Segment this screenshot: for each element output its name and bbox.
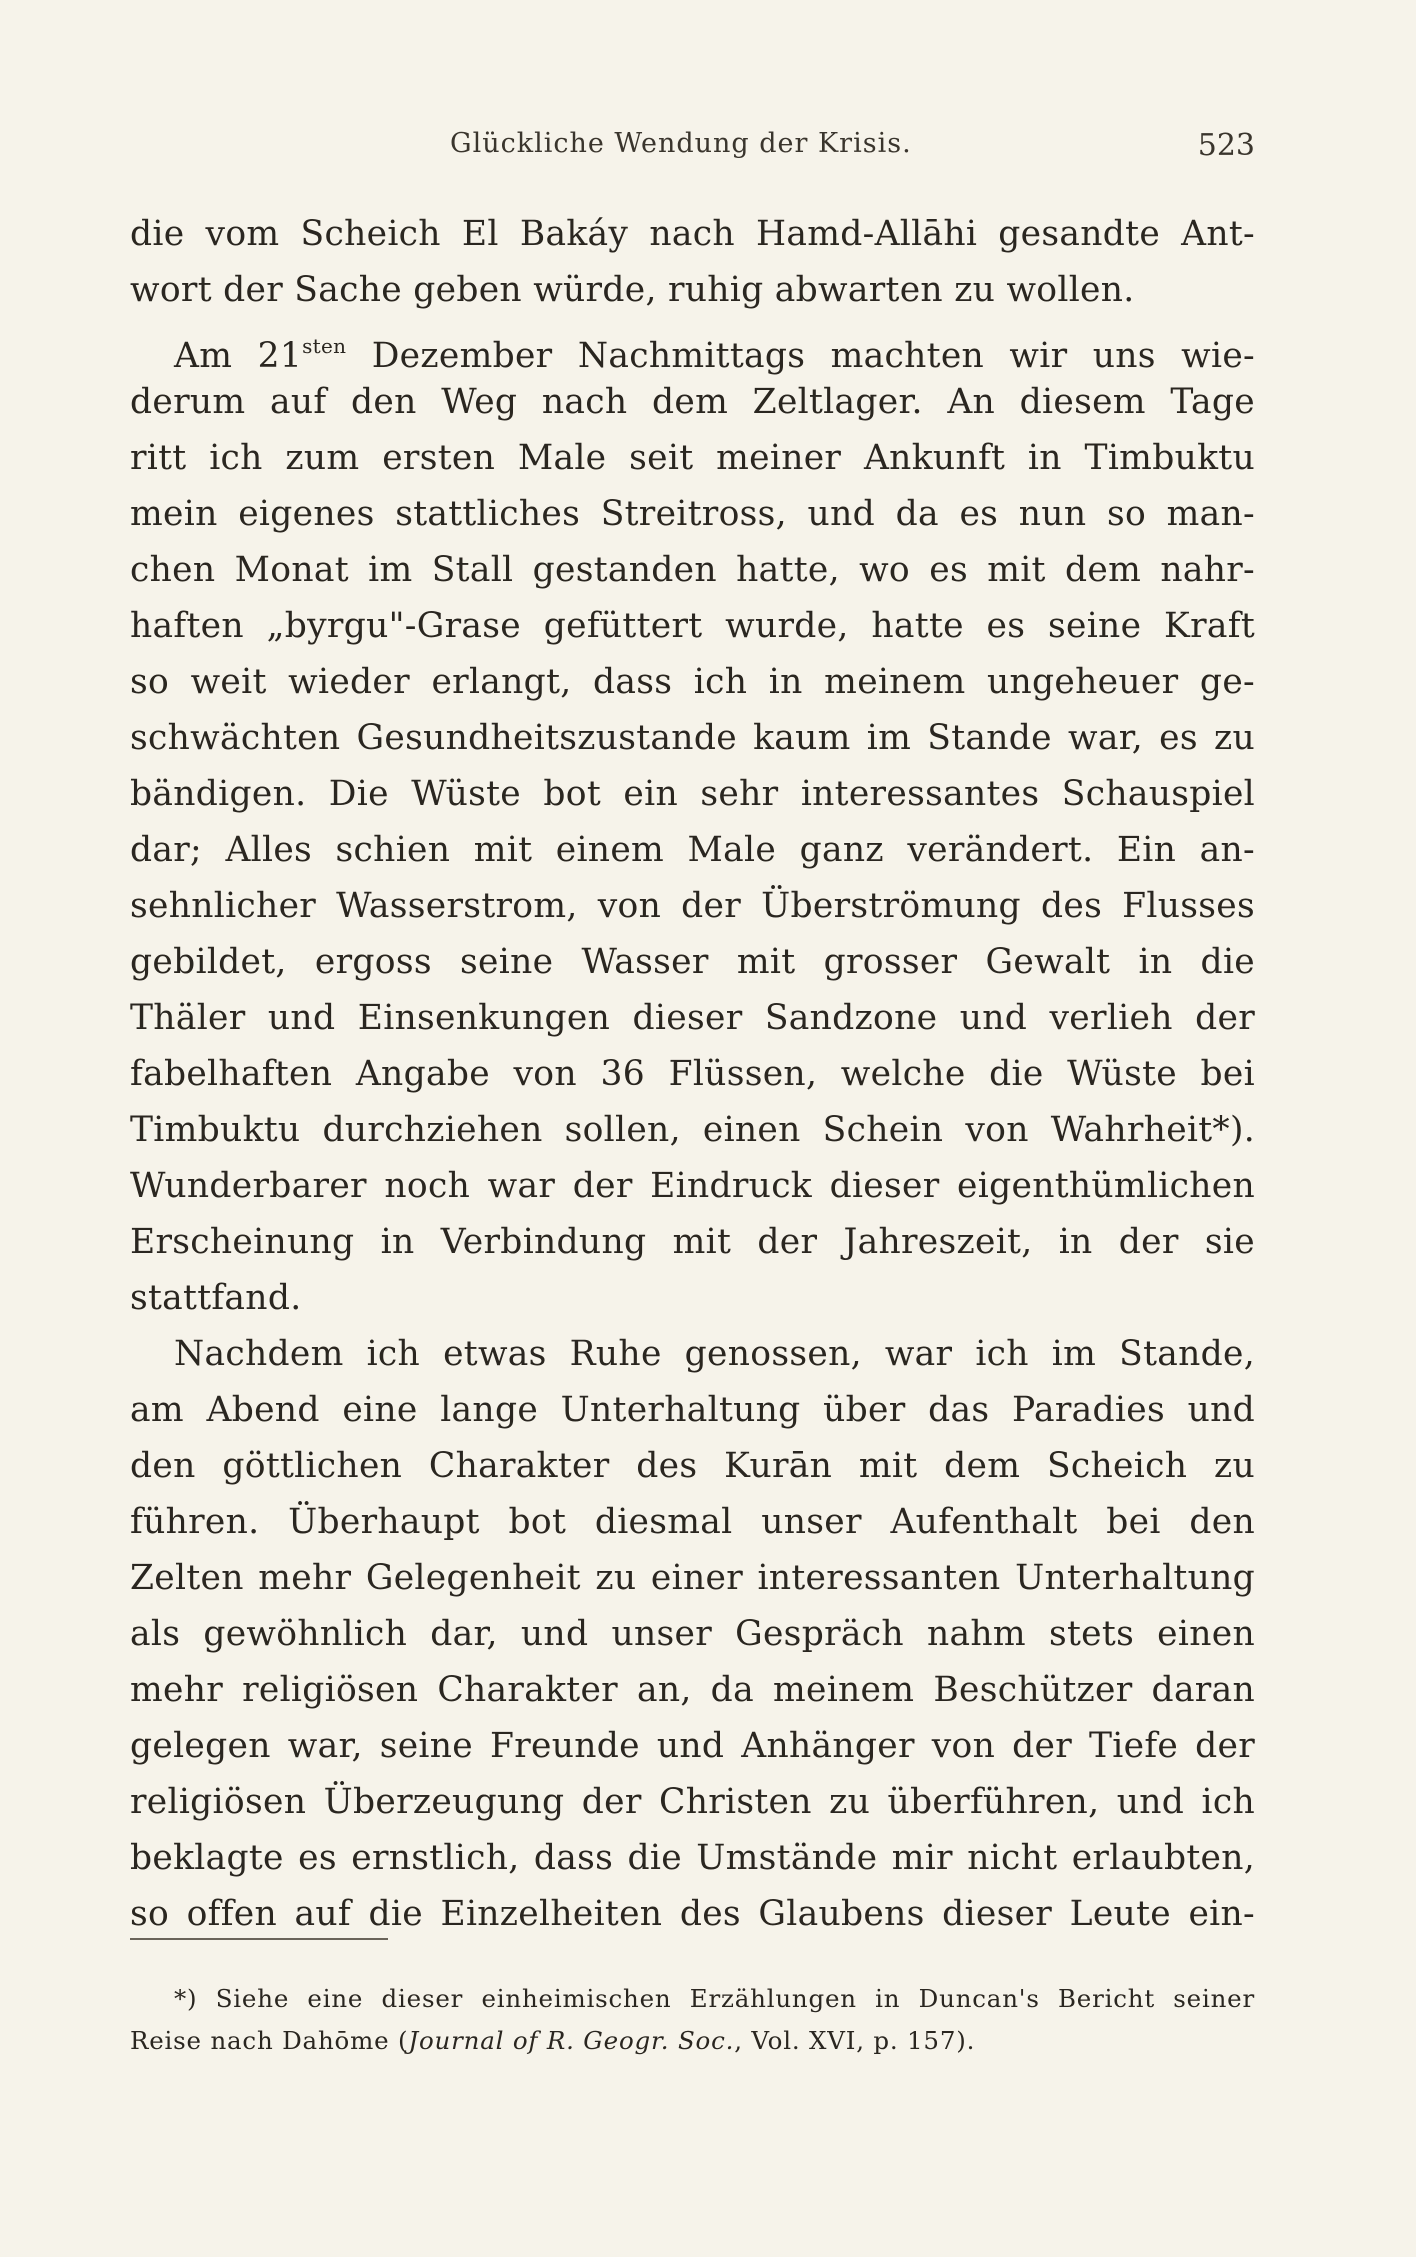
text-line: am Abend eine lange Unterhaltung über das Paradies und bbox=[130, 1390, 1255, 1430]
text-line: wort der Sache geben würde, ruhig abwarten zu wollen. bbox=[130, 270, 1135, 310]
running-head: Glückliche Wendung der Krisis. bbox=[450, 128, 912, 159]
text-line: mehr religiösen Charakter an, da meinem Beschützer daran bbox=[130, 1670, 1255, 1710]
text-line: als gewöhnlich dar, und unser Gespräch nahm stets einen bbox=[130, 1614, 1255, 1654]
text-line: Erscheinung in Verbindung mit der Jahreszeit, in der sie bbox=[130, 1222, 1255, 1262]
footnote bbox=[130, 1978, 1255, 2062]
text-line: haften „byrgu"-Grase gefüttert wurde, hatte es seine Kraft bbox=[130, 606, 1255, 646]
page-number: 523 bbox=[1197, 128, 1255, 163]
text-line: Nachdem ich etwas Ruhe genossen, war ich im Stande, bbox=[174, 1334, 1255, 1374]
footnote-line bbox=[130, 2020, 1255, 2062]
text-line: so offen auf die Einzelheiten des Glaubens dieser Leute ein- bbox=[130, 1894, 1255, 1934]
text-line: fabelhaften Angabe von 36 Flüssen, welche die Wüste bei bbox=[130, 1054, 1255, 1094]
text-line: religiösen Überzeugung der Christen zu überführen, und ich bbox=[130, 1782, 1255, 1822]
text-line: sehnlicher Wasserstrom, von der Überströmung des Flusses bbox=[130, 886, 1255, 926]
text-line: Thäler und Einsenkungen dieser Sandzone und verlieh der bbox=[130, 998, 1255, 1038]
text-line: Wunderbarer noch war der Eindruck dieser eigenthümlichen bbox=[130, 1166, 1255, 1206]
text-fragment: Dezember Nachmittags machten wir uns wie- bbox=[346, 336, 1256, 376]
text-line: dar; Alles schien mit einem Male ganz verändert. Ein an- bbox=[130, 830, 1255, 870]
text-line: bändigen. Die Wüste bot ein sehr interessantes Schauspiel bbox=[130, 774, 1255, 814]
text-line: führen. Überhaupt bot diesmal unser Aufenthalt bei den bbox=[130, 1502, 1255, 1542]
text-line: schwächten Gesundheitszustande kaum im Stande war, es zu bbox=[130, 718, 1255, 758]
footnote-divider bbox=[130, 1938, 388, 1940]
text-line: gelegen war, seine Freunde und Anhänger von der Tiefe der bbox=[130, 1726, 1255, 1766]
text-line: beklagte es ernstlich, dass die Umstände mir nicht erlaubten, bbox=[130, 1838, 1255, 1878]
text-line: Timbuktu durchziehen sollen, einen Schein von Wahrheit*). bbox=[130, 1110, 1255, 1150]
text-line: Zelten mehr Gelegenheit zu einer interessanten Unterhaltung bbox=[130, 1558, 1255, 1598]
page-header bbox=[130, 128, 1255, 168]
text-line bbox=[130, 318, 1255, 374]
text-line: chen Monat im Stall gestanden hatte, wo es mit dem nahr- bbox=[130, 550, 1255, 590]
footnote-text: , Vol. XVI, p. 157). bbox=[734, 2026, 976, 2055]
body-text bbox=[130, 206, 1255, 1942]
text-line: den göttlichen Charakter des Kurān mit dem Scheich zu bbox=[130, 1446, 1255, 1486]
journal-title: Journal of R. Geogr. Soc. bbox=[408, 2026, 735, 2055]
footnote-text: Reise nach Dahōme ( bbox=[130, 2026, 409, 2055]
text-fragment: Am 21 bbox=[174, 336, 303, 376]
text-line: stattfand. bbox=[130, 1278, 302, 1318]
text-line: so weit wieder erlangt, dass ich in meinem ungeheuer ge- bbox=[130, 662, 1255, 702]
text-line: gebildet, ergoss seine Wasser mit grosser Gewalt in die bbox=[130, 942, 1255, 982]
superscript: sten bbox=[302, 334, 347, 358]
text-line: ritt ich zum ersten Male seit meiner Ankunft in Timbuktu bbox=[130, 438, 1255, 478]
footnote-line: *) Siehe eine dieser einheimischen Erzählungen in Duncan's Bericht seiner bbox=[174, 1984, 1255, 2013]
text-line: mein eigenes stattliches Streitross, und da es nun so man- bbox=[130, 494, 1255, 534]
text-line: die vom Scheich El Bakáy nach Hamd-Allāhi gesandte Ant- bbox=[130, 214, 1255, 254]
text-line: derum auf den Weg nach dem Zeltlager. An diesem Tage bbox=[130, 382, 1255, 422]
